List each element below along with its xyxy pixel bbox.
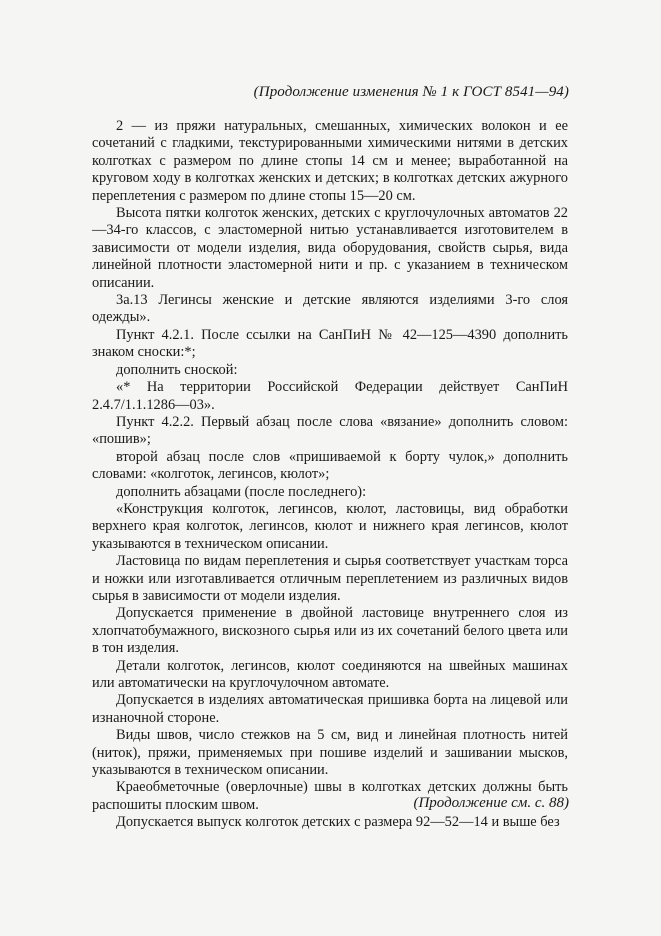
paragraph: Детали колготок, легинсов, кюлот соединяются на швейных машинах или автоматически на круглочулочном автомате. bbox=[92, 657, 568, 691]
paragraph: Краеобметочные (оверлочные) швы в колготках детских должны быть распошиты плоским швом. bbox=[92, 779, 568, 813]
page-footer: (Продолжение см. с. 88) bbox=[413, 795, 569, 811]
paragraph: 3а.13 Легинсы женские и детские являются изделиями 3-го слоя одежды». bbox=[92, 292, 568, 326]
paragraph: «Конструкция колготок, легинсов, кюлот, ластовицы, вид обработки верхнего края колготок, легинсов, кюлот и нижнего края легинсов, кюлот указываются в техническом описании. bbox=[92, 500, 568, 552]
paragraph: Виды швов, число стежков на 5 см, вид и линейная плотность нитей (ниток), пряжи, применяемых при пошиве изделий и зашивании мысков, указываются в техническом описании. bbox=[92, 727, 568, 779]
paragraph: Допускается применение в двойной ластовице внутреннего слоя из хлопчатобумажного, вискозного сырья или из их сочетаний белого цвета или в тон изделия. bbox=[92, 605, 568, 657]
page-header: (Продолжение изменения № 1 к ГОСТ 8541—94) bbox=[253, 84, 569, 100]
paragraph: Ластовица по видам переплетения и сырья соответствует участкам торса и ножки или изготавливается отличным переплетением из различных видов сырья в зависимости от модели изделия. bbox=[92, 553, 568, 604]
document-body bbox=[92, 118, 568, 832]
paragraph: дополнить сноской: bbox=[116, 361, 238, 378]
paragraph: дополнить абзацами (после последнего): bbox=[116, 483, 367, 500]
paragraph: 2 — из пряжи натуральных, смешанных, химических волокон и ее сочетаний с гладкими, текстурированными химическими нитями в детских колготках с размером по длине стопы 14 см и менее; выработанной на круговом ходу в колготках женских и детских; в колготках детских ажурного переплетения с размером по длине стопы 15—20 см. bbox=[92, 118, 568, 204]
paragraph: Допускается выпуск колготок детских с размера 92—52—14 и выше без bbox=[116, 814, 560, 831]
paragraph: Пункт 4.2.2. Первый абзац после слова «вязание» дополнить словом: «пошив»; bbox=[92, 413, 568, 448]
paragraph: Допускается в изделиях автоматическая пришивка борта на лицевой или изнаночной стороне. bbox=[92, 692, 568, 726]
paragraph: Высота пятки колготок женских, детских с круглочулочных автоматов 22—34-го классов, с эластомерной нитью устанавливается изготовителем в зависимости от модели изделия, вида оборудования, свойств сырья, вида линейной плотности эластомерной нити и пр. с указанием в техническом описании. bbox=[92, 205, 568, 291]
paragraph: «* На территории Российской Федерации действует СанПиН 2.4.7/1.1.1286—03». bbox=[92, 379, 568, 413]
paragraph: Пункт 4.2.1. После ссылки на СанПиН № 42—125—4390 дополнить знаком сноски:*; bbox=[92, 326, 568, 361]
paragraph: второй абзац после слов «пришиваемой к борту чулок,» дополнить словами: «колготок, легинсов, кюлот»; bbox=[92, 448, 568, 483]
